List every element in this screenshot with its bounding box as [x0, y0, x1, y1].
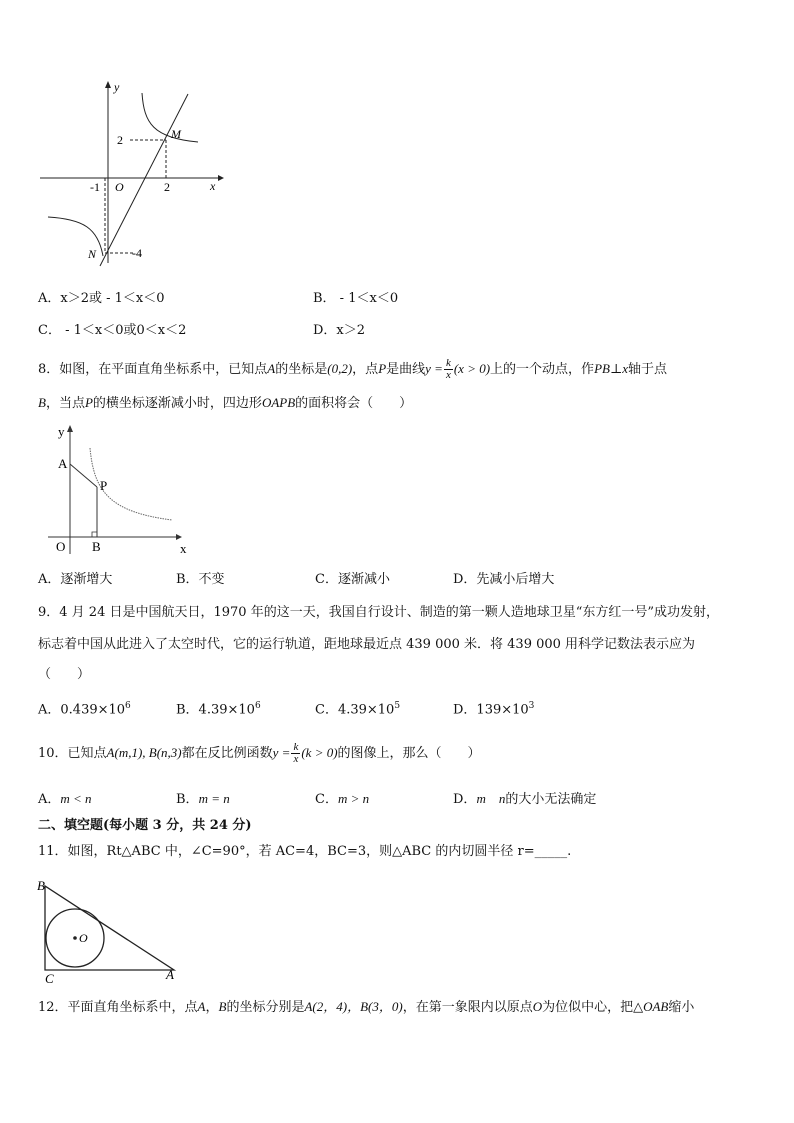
q8-line2: [38, 394, 412, 413]
q8-var-b: B: [38, 395, 46, 410]
q9-line3: （ ）: [38, 667, 91, 682]
q8-label-b: B: [92, 539, 101, 554]
q8-line2-mid: ，当点: [45, 396, 85, 411]
q8-x-axis-var: x: [622, 361, 628, 376]
q10-c-label: C．: [315, 792, 338, 807]
q10-mid: 都在反比例函数: [181, 746, 273, 761]
q8-line1-end: 轴于点: [627, 362, 667, 377]
q7-label-M: M: [171, 127, 181, 141]
q10-points: A(m,1), B(n,3): [106, 745, 182, 760]
q8-cond: (x > 0): [453, 361, 491, 376]
q8-frac-num: k: [445, 357, 451, 369]
q8-line2-end: 的面积将会（ ）: [295, 396, 413, 411]
q7-label-y: y: [114, 80, 120, 94]
q9-b-base: B．4.39×10: [176, 702, 255, 718]
q12-mid3: 为位似中心，把△: [542, 1000, 644, 1015]
q8-right-angle: [92, 532, 97, 537]
q8-mid2: ，点: [352, 362, 379, 377]
q10-option-a: [38, 790, 92, 809]
q7-label-2y: 2: [117, 133, 123, 147]
q10-d-label: D．: [453, 792, 477, 807]
q9-b-exp: 6: [254, 701, 261, 711]
q10-a-label: A．: [38, 792, 61, 807]
q11-label-b: B: [37, 878, 45, 893]
q8-x-arrow: [176, 534, 182, 540]
q8-label-p: P: [100, 478, 108, 493]
q7-line-MN: [100, 94, 188, 266]
q8-y-eq: y =: [425, 361, 443, 376]
q8-frac-den: x: [445, 369, 451, 381]
q10-y-eq: y =: [272, 745, 291, 760]
q10-end: 的图像上，那么（ ）: [337, 746, 481, 761]
q10-option-c: [315, 790, 369, 809]
q11-label-c: C: [45, 971, 54, 984]
q12-var-b: B: [218, 999, 227, 1014]
q9-option-b: [176, 697, 261, 719]
q8-mid: 的坐标是: [275, 362, 328, 377]
q10-prefix: 10．已知点: [38, 746, 107, 761]
q11-label-o: O: [79, 931, 88, 945]
q9-option-c: [315, 697, 400, 719]
q7-x-arrow: [218, 175, 224, 181]
q8-y-arrow: [67, 425, 73, 432]
q8-oapb: OAPB: [261, 395, 296, 410]
q9-option-a: [38, 697, 131, 719]
q7-label-x: x: [210, 179, 216, 193]
q10-d-vars: m n: [476, 791, 506, 806]
q7-label-2x: 2: [164, 180, 170, 194]
q8-var-p: P: [378, 361, 387, 376]
q7-label-N: N: [88, 247, 97, 261]
q7-hyperbola-q1: [142, 93, 198, 142]
q7-option-c: C． - 1＜x＜0或0＜x＜2: [38, 323, 187, 338]
q11-stem: 11．如图，Rt△ABC 中，∠C=90°，若 AC=4，BC=3，则△ABC 的内切圆半径 r=_____.: [38, 844, 572, 859]
q9-option-d: [453, 697, 534, 719]
q10-b-expr: m = n: [198, 791, 230, 806]
q7-label-O: O: [115, 180, 124, 194]
q8-coord-a: (0,2): [327, 361, 353, 376]
q12-mid2: ，在第一象限内以原点: [402, 1000, 533, 1015]
q12-var-o: O: [532, 999, 543, 1014]
q12-sep: ，: [205, 1000, 219, 1015]
q7-label-neg1: -1: [90, 180, 100, 194]
q9-d-exp: 3: [528, 701, 535, 711]
q8-label-a: A: [58, 456, 68, 471]
q7-y-arrow: [105, 81, 111, 88]
q10-cond: (k > 0): [301, 745, 338, 760]
q8-var-a: A: [267, 361, 276, 376]
q8-mid3: 是曲线: [386, 362, 426, 377]
q10-option-d: [453, 790, 596, 809]
q9-a-exp: 6: [125, 701, 131, 711]
q12-mid: 的坐标分别是: [226, 1000, 305, 1015]
q12-coords: A(2，4)，B(3，0): [304, 999, 403, 1014]
q7-label-neg4: -4: [132, 246, 142, 260]
q8-line2-mid2: 的横坐标逐渐减小时，四边形: [92, 396, 262, 411]
q8-prefix: 8．如图，在平面直角坐标系中，已知点: [38, 362, 268, 377]
q12-stem: [38, 998, 694, 1017]
q9-line2: 标志着中国从此进入了太空时代，它的运行轨道，距地球最近点 439 000 米．将 439 000 用科学记数法表示应为: [38, 637, 696, 652]
q8-option-b: B．不变: [176, 572, 225, 587]
q10-b-label: B．: [176, 792, 199, 807]
section2-title: 二、填空题(每小题 3 分，共 24 分): [38, 818, 252, 833]
q8-segment-ap: [70, 464, 97, 487]
q10-option-b: [176, 790, 230, 809]
q10-frac-den: x: [293, 753, 299, 765]
q10-fraction: [291, 742, 300, 765]
q9-c-exp: 5: [394, 701, 401, 711]
q8-label-x: x: [180, 541, 187, 556]
q8-fraction: [444, 358, 453, 381]
q11-graph: [36, 874, 181, 984]
q7-graph: [38, 78, 228, 268]
q7-option-b: B． - 1＜x＜0: [313, 291, 399, 306]
q8-label-o: O: [56, 539, 66, 554]
q8-option-d: D．先减小后增大: [453, 572, 555, 587]
q10-frac-num: k: [293, 741, 299, 753]
q8-label-y: y: [58, 424, 65, 439]
q11-triangle: [45, 886, 174, 970]
q9-c-base: C．4.39×10: [315, 702, 395, 718]
q8-option-a: A．逐渐增大: [38, 572, 113, 587]
q8-pb: PB: [594, 361, 610, 376]
q10-c-expr: m > n: [337, 791, 370, 806]
q9-d-base: D．139×10: [453, 702, 529, 718]
q8-option-c: C．逐渐减小: [315, 572, 390, 587]
q8-perp: ⊥: [609, 362, 623, 377]
q8-mid4: 上的一个动点，作: [490, 362, 595, 377]
q12-var-a: A: [197, 999, 206, 1014]
q8-graph: [44, 420, 204, 560]
q7-option-d: D．x＞2: [313, 323, 366, 338]
q11-center-dot: [73, 936, 77, 940]
q10-d-text: 的大小无法确定: [505, 792, 597, 807]
q12-oab: OAB: [643, 999, 669, 1014]
q8-line1: [38, 358, 667, 381]
q7-option-a: A．x＞2或 - 1＜x＜0: [38, 291, 165, 306]
q9-a-base: A．0.439×10: [38, 702, 126, 718]
q10-a-expr: m < n: [60, 791, 92, 806]
q8-var-p2: P: [84, 395, 93, 410]
q12-prefix: 12．平面直角坐标系中，点: [38, 1000, 198, 1015]
q11-label-a: A: [166, 967, 174, 982]
q10-stem: [38, 742, 481, 765]
q12-end: 缩小: [668, 1000, 695, 1015]
q9-line1: 9．4 月 24 日是中国航天日，1970 年的这一天，我国自行设计、制造的第一颗人造地球卫星“东方红一号”成功发射，: [38, 605, 719, 620]
